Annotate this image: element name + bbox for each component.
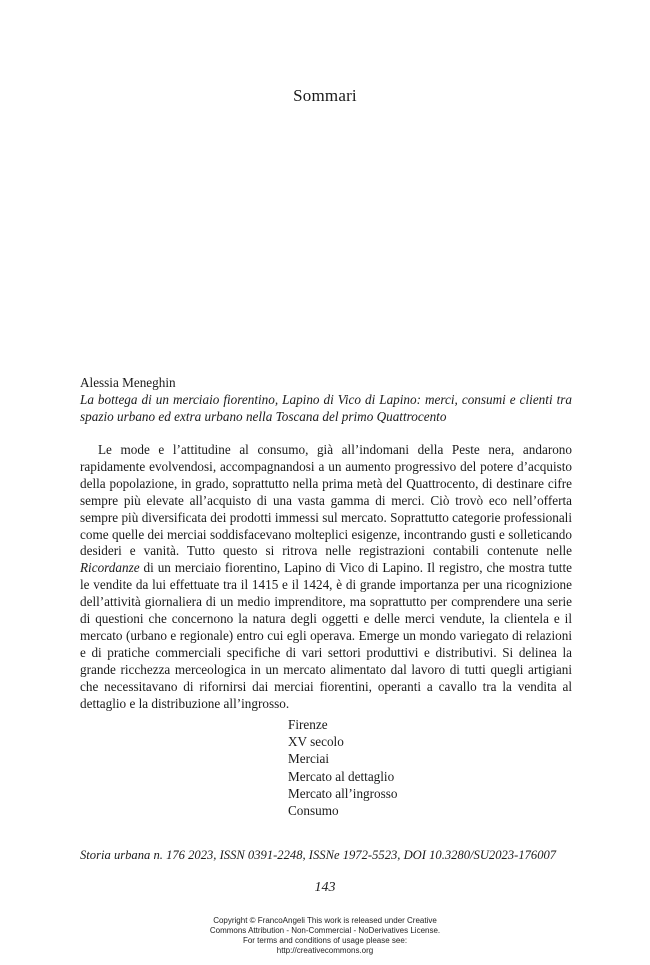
keyword-item: XV secolo <box>288 734 344 750</box>
keyword-item: Firenze <box>288 717 328 732</box>
abstract-text <box>80 442 572 713</box>
license-line: For terms and conditions of usage please see: <box>242 936 408 945</box>
page-number: 143 <box>314 880 336 895</box>
keywords-list <box>288 716 398 819</box>
article-title: La bottega di un merciaio fiorentino, Lapino di Vico di Lapino: merci, consumi e clienti tra spazio urbano ed extra urbano nella Toscana del primo Quattrocento <box>80 392 572 424</box>
keyword-item: Mercato all’ingrosso <box>288 785 398 801</box>
keyword-item: Merciai <box>288 751 330 767</box>
abstract-part-2: di un merciaio fiorentino, Lapino di Vico di Lapino. Il registro, che mostra tutte le vendite da lui effettuate tra il 1415 e il 1424, è di grande importanza per una ricognizione dell’attività giornaliera di un medio imprenditore, ma soprattutto per comprendere una serie di questioni che concernono la natura degli oggetti e delle merci vendute, la clientela e il mercato (urbano e regionale) entro cui egli operava. Emerge un mondo variegato di relazioni e di pratiche commerciali specifiche di vari settori produttivi e distributivi. Si delinea la grande ricchezza merceologica in un mercato alimentato dal lavoro di tutti quegli artigiani che necessitavano di rifornirsi dai merciai fiorentini, operanti a cavallo tra la vendita al dettaglio e la distribuzione all’ingrosso. <box>80 560 572 711</box>
page-heading: Sommari <box>293 86 357 105</box>
keyword-item: Consumo <box>288 803 339 819</box>
license-notice <box>0 916 650 956</box>
abstract-italic-term: Ricordanze <box>80 560 140 576</box>
license-link[interactable]: http://creativecommons.org <box>276 946 374 955</box>
article-summary <box>80 374 572 713</box>
author-name: Alessia Meneghin <box>80 375 176 390</box>
license-line: Commons Attribution - Non-Commercial - NoDerivatives License. <box>209 926 441 935</box>
keyword-item: Mercato al dettaglio <box>288 768 395 784</box>
license-line: Copyright © FrancoAngeli This work is released under Creative <box>213 916 437 925</box>
abstract-part-1: Le mode e l’attitudine al consumo, già all’indomani della Peste nera, andarono rapidamente evolvendosi, accompagnandosi a un aumento progressivo del potere d’acquisto della popolazione, in grado, soprattutto nella prima metà del Quattrocento, di destinare cifre sempre più elevate all’acquisto di una vasta gamma di merci. Ciò trovò eco nell’offerta sempre più diversificata dei prodotti immessi sul mercato. Soprattutto categorie professionali come quelle dei merciai soddisfacevano molteplici esigenze, incontrando gusti e solleticando desideri e vanità. Tutto questo si ritrova nelle registrazioni contabili contenute nelle <box>80 442 572 559</box>
journal-citation: Storia urbana n. 176 2023, ISSN 0391-2248, ISSNe 1972-5523, DOI 10.3280/SU2023-176007 <box>80 848 557 862</box>
